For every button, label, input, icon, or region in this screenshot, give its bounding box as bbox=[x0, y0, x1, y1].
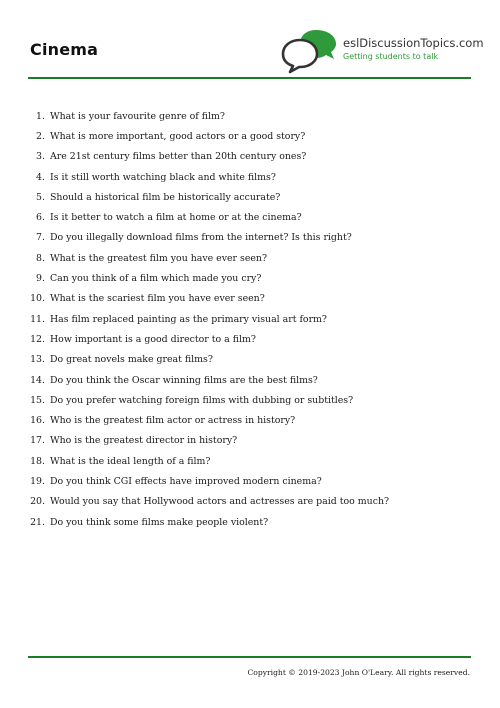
question-list bbox=[30, 106, 389, 532]
question-number: 2. bbox=[36, 130, 45, 142]
list-item bbox=[30, 228, 389, 248]
list-item bbox=[30, 187, 389, 207]
question-text: Do you prefer watching foreign films with dubbing or subtitles? bbox=[50, 394, 354, 406]
question-text: Should a historical film be historically accurate? bbox=[50, 191, 281, 203]
question-number: 1. bbox=[36, 110, 45, 122]
list-item bbox=[30, 248, 389, 268]
brand-name: eslDiscussionTopics.com bbox=[343, 36, 484, 50]
question-number: 11. bbox=[30, 313, 45, 325]
list-item bbox=[30, 167, 389, 187]
question-text: Is it still worth watching black and white films? bbox=[50, 171, 276, 183]
question-number: 8. bbox=[36, 252, 45, 264]
question-text: Do great novels make great films? bbox=[50, 354, 213, 366]
header-divider bbox=[28, 77, 471, 79]
question-text: How important is a good director to a film? bbox=[50, 333, 256, 345]
list-item bbox=[30, 289, 389, 309]
question-text: Do you illegally download films from the internet? Is this right? bbox=[50, 232, 352, 244]
list-item bbox=[30, 492, 389, 512]
question-number: 19. bbox=[30, 475, 45, 487]
question-text: Do you think the Oscar winning films are the best films? bbox=[50, 374, 318, 386]
list-item bbox=[30, 106, 389, 126]
question-number: 3. bbox=[36, 151, 45, 163]
footer-copyright: Copyright © 2019-2023 John O'Leary. All rights reserved. bbox=[247, 668, 470, 677]
question-text: Are 21st century films better than 20th century ones? bbox=[50, 151, 307, 163]
question-number: 5. bbox=[36, 191, 45, 203]
question-text: Who is the greatest film actor or actress in history? bbox=[50, 415, 296, 427]
question-number: 7. bbox=[36, 232, 45, 244]
question-text: Would you say that Hollywood actors and actresses are paid too much? bbox=[50, 496, 390, 508]
list-item bbox=[30, 370, 389, 390]
list-item bbox=[30, 126, 389, 146]
question-number: 4. bbox=[36, 171, 45, 183]
question-number: 14. bbox=[30, 374, 45, 386]
question-number: 13. bbox=[30, 354, 45, 366]
question-text: What is the ideal length of a film? bbox=[50, 455, 211, 467]
question-number: 10. bbox=[30, 293, 45, 305]
question-text: Who is the greatest director in history? bbox=[50, 435, 238, 447]
list-item bbox=[30, 329, 389, 349]
question-text: What is more important, good actors or a good story? bbox=[50, 130, 306, 142]
question-text: What is the scariest film you have ever seen? bbox=[50, 293, 265, 305]
question-text: What is your favourite genre of film? bbox=[50, 110, 225, 122]
question-number: 18. bbox=[30, 455, 45, 467]
list-item bbox=[30, 471, 389, 491]
question-number: 12. bbox=[30, 333, 45, 345]
question-text: Has film replaced painting as the primary visual art form? bbox=[50, 313, 327, 325]
list-item bbox=[30, 451, 389, 471]
question-text: Do you think CGI effects have improved modern cinema? bbox=[50, 475, 322, 487]
question-number: 9. bbox=[36, 273, 45, 285]
question-number: 21. bbox=[30, 516, 45, 528]
list-item bbox=[30, 512, 389, 532]
question-text: Do you think some films make people violent? bbox=[50, 516, 269, 528]
list-item bbox=[30, 309, 389, 329]
list-item bbox=[30, 431, 389, 451]
list-item bbox=[30, 207, 389, 227]
question-number: 15. bbox=[30, 394, 45, 406]
brand-header bbox=[280, 28, 484, 76]
question-text: Is it better to watch a film at home or at the cinema? bbox=[50, 212, 302, 224]
question-text: What is the greatest film you have ever seen? bbox=[50, 252, 267, 264]
list-item bbox=[30, 390, 389, 410]
question-number: 6. bbox=[36, 212, 45, 224]
brand-tagline: Getting students to talk bbox=[343, 52, 439, 61]
speech-bubbles-icon bbox=[280, 28, 342, 74]
question-text: Can you think of a film which made you cry? bbox=[50, 273, 262, 285]
question-number: 20. bbox=[30, 496, 45, 508]
footer-divider bbox=[28, 656, 471, 658]
list-item bbox=[30, 147, 389, 167]
question-number: 17. bbox=[30, 435, 45, 447]
page-title: Cinema bbox=[30, 40, 99, 59]
list-item bbox=[30, 350, 389, 370]
list-item bbox=[30, 410, 389, 430]
list-item bbox=[30, 268, 389, 288]
question-number: 16. bbox=[30, 415, 45, 427]
